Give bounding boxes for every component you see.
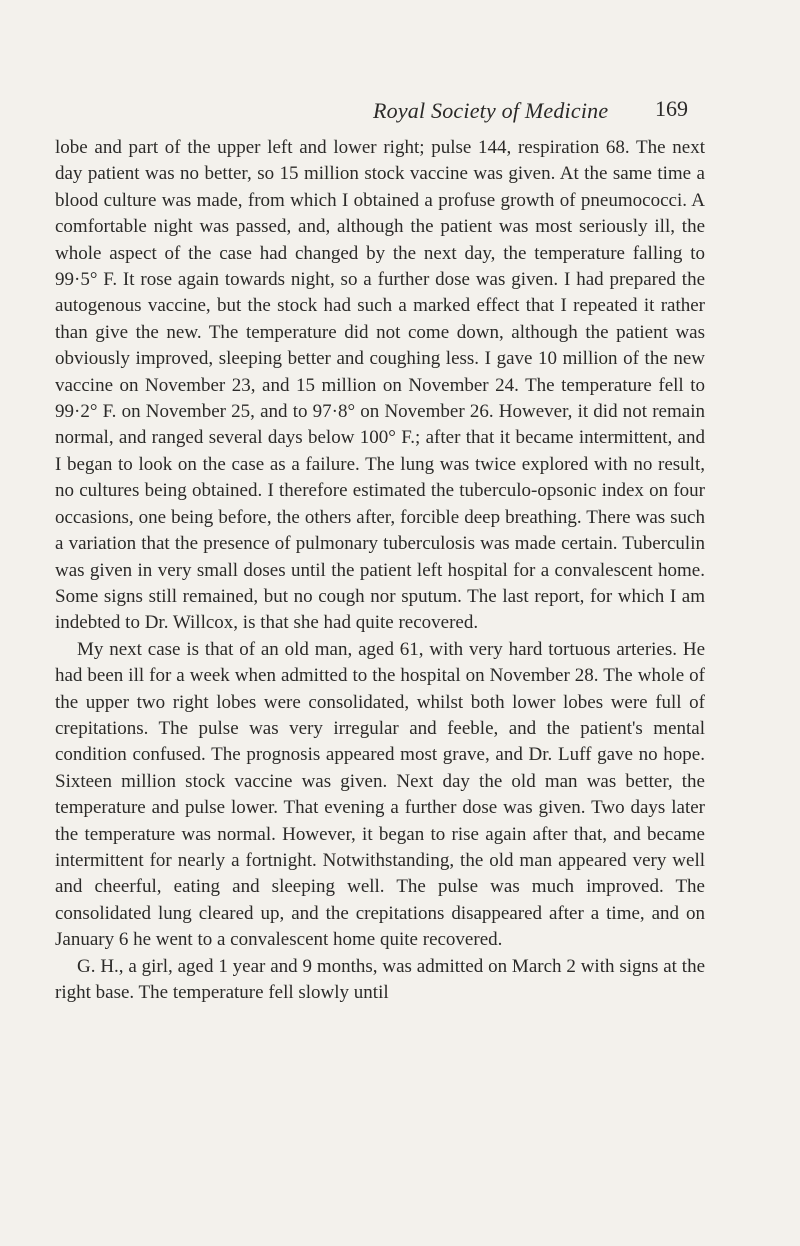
running-title: Royal Society of Medicine xyxy=(373,98,609,123)
paragraph-case-continuation: lobe and part of the upper left and lower right; pulse 144, respiration 68. The next day patient was no better, so 15 million stock vaccine was given. At the same time a blood culture was made, from which I obtained a profuse growth of pneumococci. A comfortable night was passed, and, although the patient was most seriously ill, the whole aspect of the case had changed by the next day, the temperature falling to 99·5° F. It rose again towards night, so a further dose was given. I had prepared the autogenous vaccine, but the stock had such a marked effect that I repeated it rather than give the new. The temperature did not come down, although the patient was obviously improved, sleeping better and coughing less. I gave 10 million of the new vaccine on November 23, and 15 million on November 24. The temperature fell to 99·2° F. on November 25, and to 97·8° on November 26. However, it did not remain normal, and ranged several days below 100° F.; after that it became intermittent, and I began to look on the case as a failure. The lung was twice explored with no result, no cultures being obtained. I therefore estimated the tuberculo-opsonic index on four occasions, one being before, the others after, forcible deep breathing. There was such a variation that the presence of pulmonary tuberculosis was made certain. Tuberculin was given in very small doses until the patient left hospital for a convalescent home. Some signs still remained, but no cough nor sputum. The last report, for which I am indebted to Dr. Willcox, is that she had quite recovered. xyxy=(55,137,705,634)
body-text xyxy=(55,135,705,1006)
paragraph-girl-case: G. H., a girl, aged 1 year and 9 months, was admitted on March 2 with signs at the right base. The temperature fell slowly until xyxy=(55,955,705,1003)
page-number: 169 xyxy=(655,96,688,121)
paragraph-old-man-case: My next case is that of an old man, aged 61, with very hard tortuous arteries. He had been ill for a week when admitted to the hospital on November 28. The whole of the upper two right lobes were consolidated, whilst both lower lobes were full of crepitations. The pulse was very irregular and feeble, and the patient's mental condition confused. The prognosis appeared most grave, and Dr. Luff gave no hope. Sixteen million stock vaccine was given. Next day the old man was better, the temperature and pulse lower. That evening a further dose was given. Two days later the temperature was normal. However, it began to rise again after that, and became intermittent for nearly a fortnight. Notwithstanding, the old man appeared very well and cheerful, eating and sleeping well. The pulse was much improved. The consolidated lung cleared up, and the crepitations disappeared after a time, and on January 6 he went to a convalescent home quite recovered. xyxy=(55,638,705,951)
